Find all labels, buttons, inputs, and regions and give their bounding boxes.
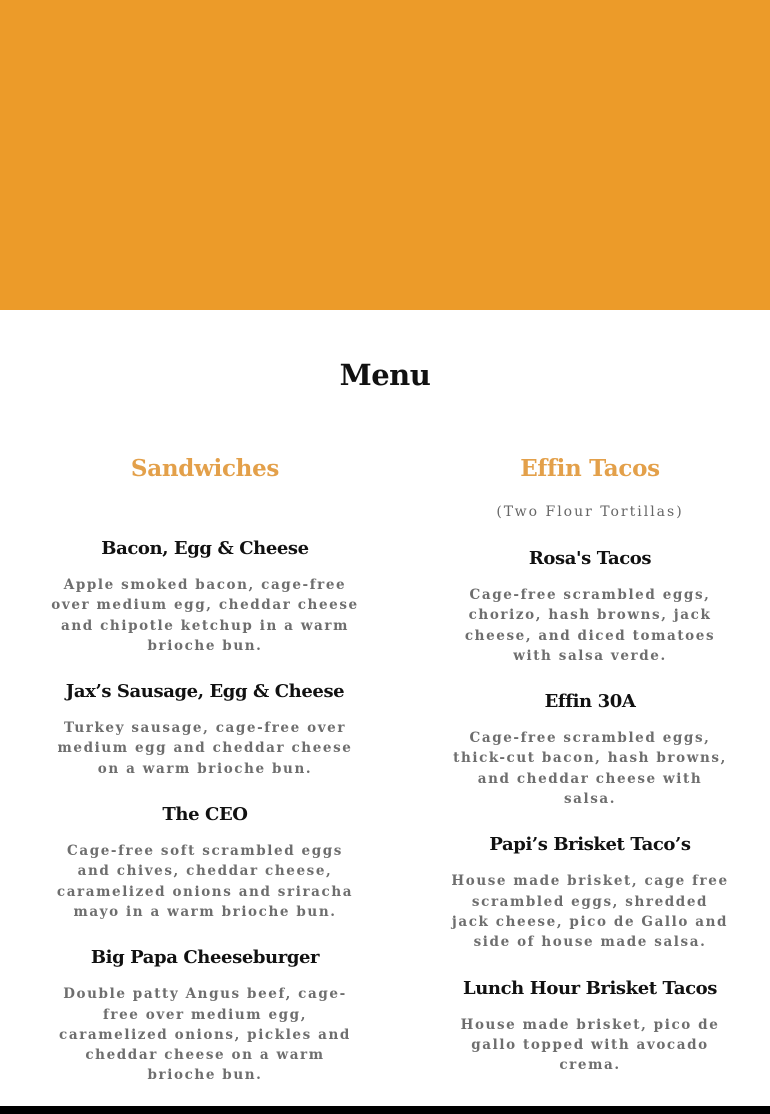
sandwiches-section xyxy=(50,450,360,1086)
menu-item xyxy=(450,546,730,666)
menu-item-description: Cage-free soft scrambled eggs and chives, cheddar cheese, caramelized onions and sriracha mayo in a warm brioche bun. xyxy=(56,843,354,920)
menu-item-name: Jax’s Sausage, Egg & Cheese xyxy=(65,681,345,703)
menu-item-description: Cage-free scrambled eggs, chorizo, hash browns, jack cheese, and diced tomatoes with salsa verde. xyxy=(464,587,716,664)
menu-item-name: Lunch Hour Brisket Tacos xyxy=(462,977,717,999)
menu-item xyxy=(50,945,360,1085)
menu-item xyxy=(450,976,730,1076)
menu-item-name: The CEO xyxy=(162,804,248,826)
menu-item xyxy=(450,689,730,809)
page-title: Menu xyxy=(339,358,431,392)
menu-item-name: Big Papa Cheeseburger xyxy=(90,947,320,969)
menu-item-description: Double patty Angus beef, cage-free over medium egg, caramelized onions, pickles and cheddar cheese on a warm brioche bun. xyxy=(59,986,351,1084)
menu-item-description: House made brisket, cage free scrambled eggs, shredded jack cheese, pico de Gallo and side of house made salsa. xyxy=(451,873,729,951)
menu-item-name: Bacon, Egg & Cheese xyxy=(101,538,309,559)
section-title-sandwiches: Sandwiches xyxy=(130,455,280,482)
menu-item xyxy=(50,802,360,922)
menu-item-name: Rosa's Tacos xyxy=(528,548,652,569)
section-title-tacos: Effin Tacos xyxy=(520,455,660,482)
menu-item-description: Turkey sausage, cage-free over medium egg and cheddar cheese on a warm brioche bun. xyxy=(57,720,353,777)
bottom-divider xyxy=(0,1106,770,1114)
menu-item-description: Cage-free scrambled eggs, thick-cut bacon, hash browns, and cheddar cheese with salsa. xyxy=(453,730,727,808)
menu-item xyxy=(50,536,360,656)
menu-item xyxy=(50,679,360,779)
section-note: (Two Flour Tortillas) xyxy=(496,504,684,520)
menu-item-description: House made brisket, pico de gallo topped with avocado crema. xyxy=(460,1016,720,1074)
menu-item-name: Effin 30A xyxy=(544,691,636,713)
menu-item-description: Apple smoked bacon, cage-free over medium egg, cheddar cheese and chipotle ketchup in a warm brioche bun. xyxy=(51,577,359,654)
menu-item xyxy=(450,832,730,952)
tacos-section xyxy=(450,450,730,1075)
hero-banner xyxy=(0,0,770,310)
menu-item-name: Papi’s Brisket Taco’s xyxy=(489,834,691,856)
